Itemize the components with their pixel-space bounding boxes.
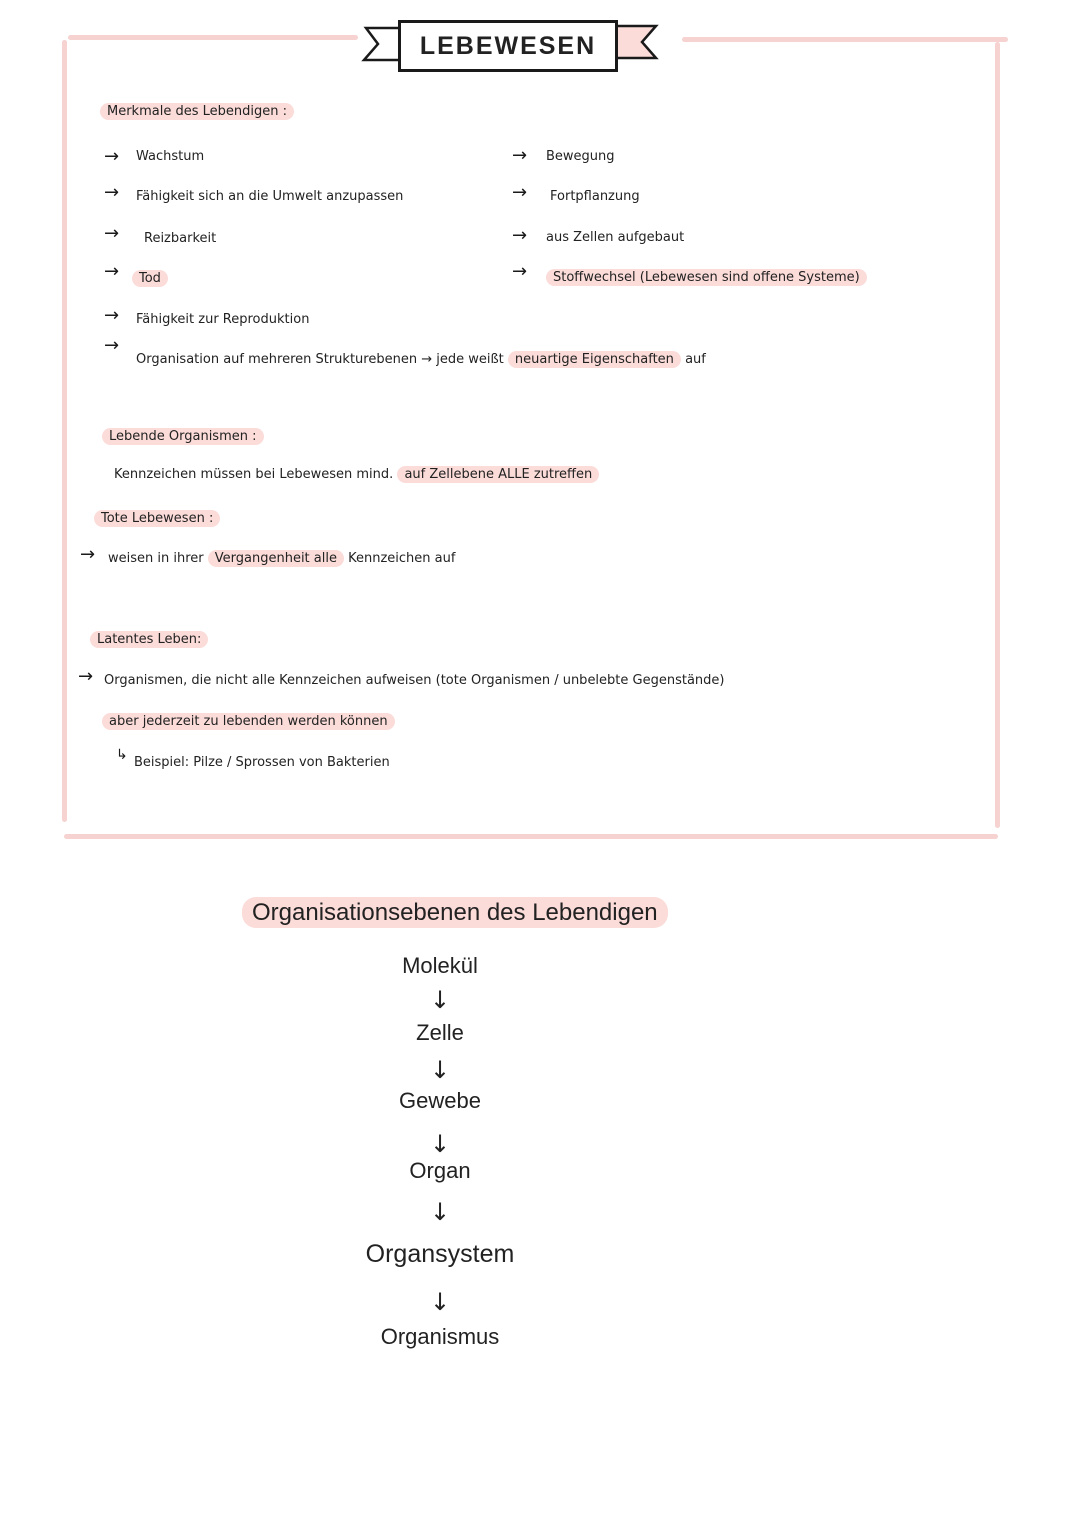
down-arrow-icon: ↓ — [429, 986, 451, 1014]
merkmal-fortpflanzung: Fortpflanzung — [550, 189, 640, 204]
ebene-organismus: Organismus — [380, 1324, 500, 1349]
ebene-organsystem: Organsystem — [365, 1240, 515, 1268]
page-title: LEBEWESEN — [398, 20, 618, 72]
arrow-icon: → — [104, 182, 120, 203]
merkmal-tod: Tod — [132, 270, 168, 288]
frame-right — [995, 42, 1000, 828]
arrow-icon: → — [512, 261, 528, 282]
latentes-example: Beispiel: Pilze / Sprossen von Bakterien — [134, 755, 390, 770]
lebende-text: Kennzeichen müssen bei Lebewesen mind. auf Zellebene ALLE zutreffen — [114, 466, 599, 484]
arrow-icon: → — [104, 223, 120, 244]
ebene-zelle: Zelle — [416, 1020, 464, 1045]
merkmal-anpassung: Fähigkeit sich an die Umwelt anzupassen — [136, 189, 404, 204]
lebende-heading: Lebende Organismen : — [102, 428, 264, 446]
down-arrow-icon: ↓ — [429, 1056, 451, 1084]
arrow-icon: → — [512, 145, 528, 166]
merkmal-organisation: Organisation auf mehreren Strukturebenen → jede weißt neuartige Eigenschaften auf — [136, 352, 706, 367]
arrow-icon: → — [104, 305, 120, 326]
merkmal-zellen: aus Zellen aufgebaut — [546, 230, 685, 245]
tote-text: weisen in ihrer Vergangenheit alle Kennzeichen auf — [108, 551, 456, 566]
title-banner — [360, 18, 660, 80]
latentes-text-2: aber jederzeit zu lebenden werden können — [102, 713, 395, 731]
frame-left — [62, 40, 67, 822]
ebenen-heading: Organisationsebenen des Lebendigen — [242, 896, 668, 930]
arrow-icon: → — [104, 146, 120, 167]
arrow-icon: → — [512, 225, 528, 246]
arrow-icon: → — [104, 261, 120, 282]
return-arrow-icon: ↳ — [116, 747, 128, 763]
merkmal-wachstum: Wachstum — [136, 149, 205, 164]
merkmal-reizbarkeit: Reizbarkeit — [144, 231, 217, 246]
down-arrow-icon: ↓ — [429, 1198, 451, 1226]
arrow-icon: → — [80, 544, 96, 565]
merkmal-bewegung: Bewegung — [546, 149, 615, 164]
arrow-icon: → — [512, 182, 528, 203]
down-arrow-icon: ↓ — [429, 1130, 451, 1158]
latentes-heading: Latentes Leben: — [90, 631, 208, 649]
frame-bottom — [64, 834, 998, 839]
frame-top-left — [68, 35, 358, 40]
arrow-icon: → — [78, 666, 94, 687]
merkmal-reproduktion: Fähigkeit zur Reproduktion — [136, 312, 310, 327]
frame-top-right — [682, 37, 1008, 42]
ebene-molekuel: Molekül — [402, 953, 478, 978]
ebene-gewebe: Gewebe — [399, 1088, 481, 1113]
merkmale-heading: Merkmale des Lebendigen : — [100, 103, 294, 121]
latentes-text: Organismen, die nicht alle Kennzeichen aufweisen (tote Organismen / unbelebte Gegenstände) — [104, 673, 725, 688]
down-arrow-icon: ↓ — [429, 1288, 451, 1316]
ebene-organ: Organ — [409, 1158, 471, 1183]
tote-heading: Tote Lebewesen : — [94, 510, 220, 528]
merkmal-stoffwechsel: Stoffwechsel (Lebewesen sind offene Systeme) — [546, 269, 867, 287]
arrow-icon: → — [104, 335, 120, 356]
